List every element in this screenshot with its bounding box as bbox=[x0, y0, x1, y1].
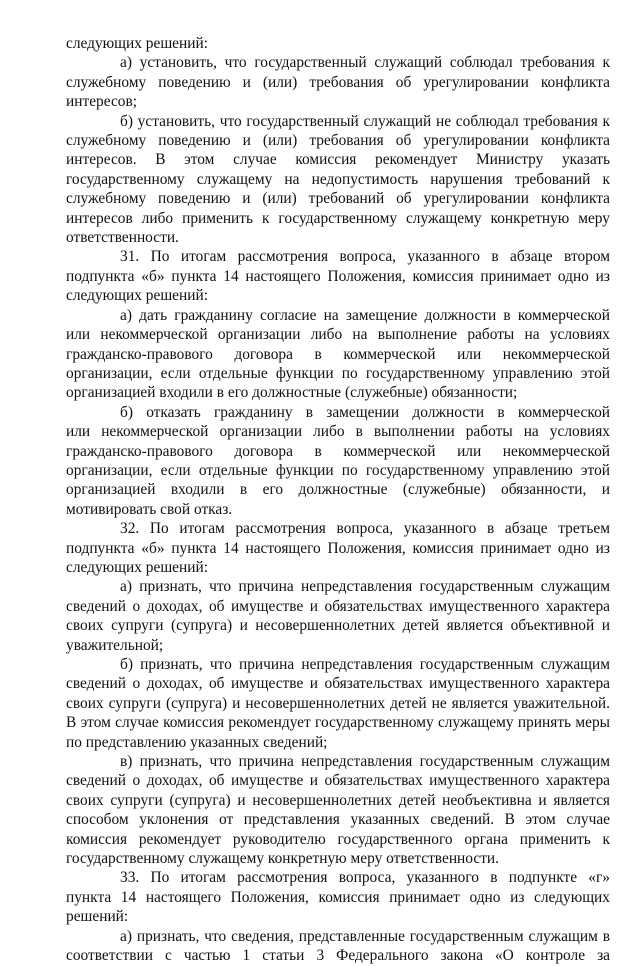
text-line: 32. По итогам рассмотрения вопроса, указанного в абзаце третьем bbox=[120, 520, 610, 538]
text-line: в) признать, что причина непредставления государственным служащим bbox=[120, 753, 610, 771]
text-line: уважительной; bbox=[66, 636, 164, 654]
text-line: или некоммерческой организации либо в выполнении работы на условиях bbox=[66, 423, 610, 441]
text-line: по представлению указанных сведений; bbox=[66, 733, 328, 751]
text-line: организацией входили в его должностные (служебные) обязанности; bbox=[66, 384, 518, 402]
text-line: мотивировать свой отказ. bbox=[66, 500, 233, 518]
text-line: а) дать гражданину согласие на замещение должности в коммерческой bbox=[120, 306, 610, 324]
text-line: пункта 14 настоящего Положения, комиссия принимает одно из следующих bbox=[66, 888, 610, 906]
text-line: гражданско-правового договора в коммерческой или некоммерческой bbox=[66, 442, 610, 460]
text-line: интересов либо применить к государственному служащему конкретную меру bbox=[66, 209, 610, 227]
text-line: своих супруги (супруга) и несовершеннолетних детей необъективна и является bbox=[66, 791, 610, 809]
text-line: организации, если отдельные функции по государственному управлению этой bbox=[66, 364, 610, 382]
text-line: своих супруги (супруга) и несовершеннолетних детей не является уважительной. bbox=[66, 694, 610, 712]
text-line: решений: bbox=[66, 908, 129, 926]
text-line: 33. По итогам рассмотрения вопроса, указанного в подпункте «г» bbox=[120, 869, 610, 887]
text-line: интересов. В этом случае комиссия рекомендует Министру указать bbox=[66, 151, 610, 169]
text-line: служебному поведению и (или) требования об урегулировании конфликта bbox=[66, 73, 610, 91]
text-line: соответствии с частью 1 статьи 3 Федерального закона «О контроле за bbox=[66, 947, 610, 965]
text-line: следующих решений: bbox=[66, 558, 208, 576]
text-line: следующих решений: bbox=[66, 287, 208, 305]
text-line: б) признать, что причина непредставления государственным служащим bbox=[120, 656, 610, 673]
text-line: служебному поведению и (или) требования об урегулировании конфликта bbox=[66, 132, 610, 150]
text-line: 31. По итогам рассмотрения вопроса, указанного в абзаце втором bbox=[120, 248, 610, 266]
text-line: служебному поведению и (или) требований об урегулировании конфликта bbox=[66, 190, 610, 208]
text-line: следующих решений: bbox=[66, 35, 208, 52]
text-line: сведений о доходах, об имуществе и обязательствах имущественного характера bbox=[66, 597, 610, 615]
text-line: способом уклонения от представления указанных сведений. В этом случае bbox=[66, 811, 610, 829]
text-line: В этом случае комиссия рекомендует государственному служащему принять меры bbox=[66, 714, 610, 732]
text-line: сведений о доходах, об имуществе и обязательствах имущественного характера bbox=[66, 675, 610, 693]
text-line: подпункта «б» пункта 14 настоящего Положения, комиссия принимает одно из bbox=[66, 539, 610, 557]
text-line: а) признать, что причина непредставления государственным служащим bbox=[120, 578, 610, 596]
text-line: организации, если отдельные функции по государственному управлению этой bbox=[66, 461, 610, 479]
text-line: а) признать, что сведения, представленные государственным служащим в bbox=[120, 927, 610, 945]
text-line: интересов; bbox=[66, 93, 138, 111]
text-line: б) установить, что государственный служащий не соблюдал требования к bbox=[120, 112, 610, 130]
text-line: а) установить, что государственный служащий соблюдал требования к bbox=[120, 54, 610, 72]
text-line: подпункта «б» пункта 14 настоящего Положения, комиссия принимает одно из bbox=[66, 267, 610, 285]
text-line: сведений о доходах, об имуществе и обязательствах имущественного характера bbox=[66, 772, 610, 790]
text-line: организацией входили в его должностные (служебные) обязанности, и bbox=[66, 481, 610, 499]
text-line: б) отказать гражданину в замещении должности в коммерческой bbox=[120, 403, 610, 421]
text-line: государственному служащему на недопустимость нарушения требований к bbox=[66, 170, 610, 188]
text-line: ответственности. bbox=[66, 229, 179, 247]
text-line: комиссия рекомендует руководителю государственного органа применить к bbox=[66, 830, 610, 848]
text-line: гражданско-правового договора в коммерческой или некоммерческой bbox=[66, 345, 610, 363]
text-line: своих супруги (супруга) и несовершеннолетних детей является объективной и bbox=[66, 617, 610, 635]
text-line: или некоммерческой организации либо на выполнение работы на условиях bbox=[66, 326, 610, 344]
text-line: государственному служащему конкретную меру ответственности. bbox=[66, 850, 500, 868]
